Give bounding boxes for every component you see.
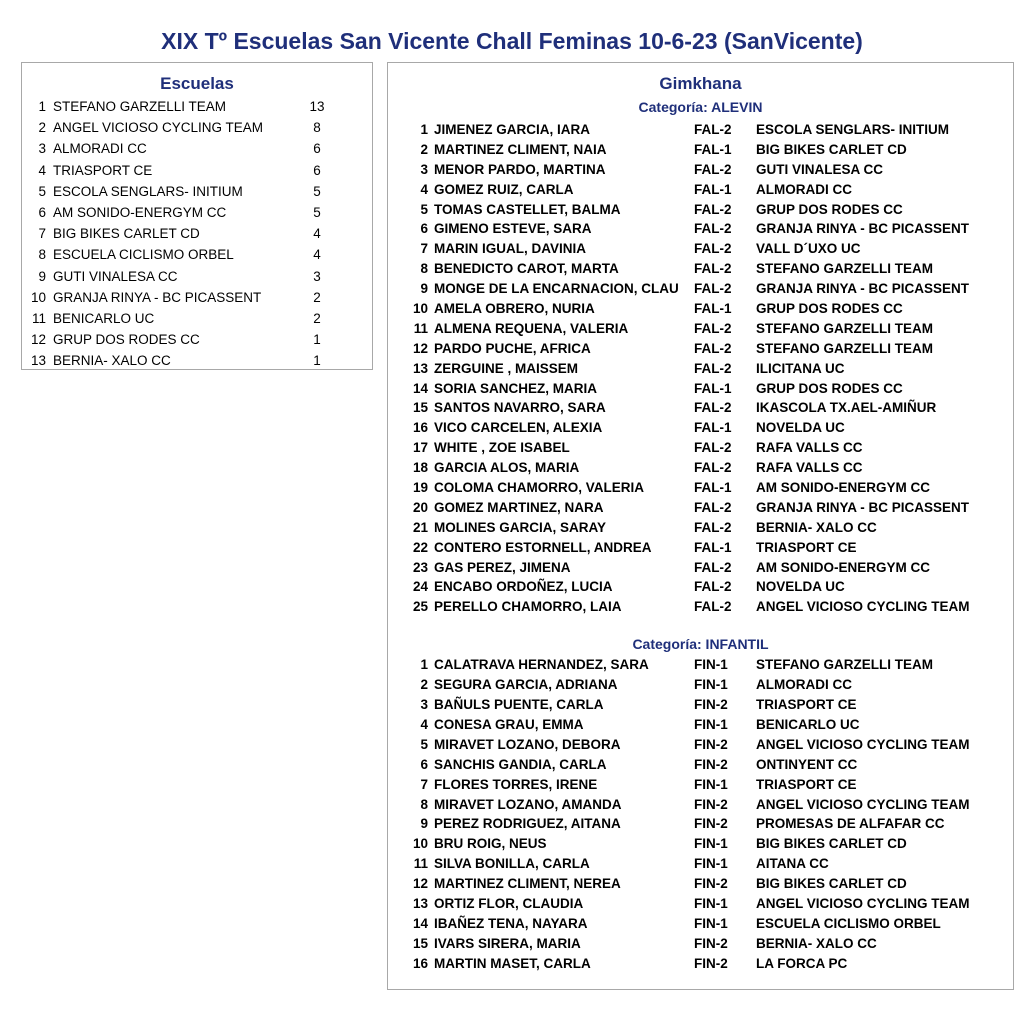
rider-name: MOLINES GARCIA, SARAY <box>434 519 607 535</box>
rider-name: TOMAS CASTELLET, BALMA <box>434 201 621 217</box>
rider-name: GIMENO ESTEVE, SARA <box>434 221 592 237</box>
rider-category: FIN-2 <box>694 697 728 713</box>
rider-club: LA FORCA PC <box>756 955 848 971</box>
rider-category: FAL-1 <box>694 301 732 317</box>
school-position: 1 <box>38 99 46 114</box>
rider-position: 20 <box>412 499 428 515</box>
rider-club: STEFANO GARZELLI TEAM <box>756 657 933 673</box>
school-position: 10 <box>30 289 46 305</box>
rider-position: 21 <box>412 519 428 535</box>
rider-club: TRIASPORT CE <box>756 697 857 713</box>
rider-name: ALMENA REQUENA, VALERIA <box>434 320 629 336</box>
rider-category: FAL-1 <box>694 181 732 197</box>
rider-name: JIMENEZ GARCIA, IARA <box>434 122 591 137</box>
school-position: 7 <box>38 226 46 242</box>
rider-position: 5 <box>420 201 428 217</box>
rider-position: 4 <box>420 181 428 197</box>
rider-name: SANTOS NAVARRO, SARA <box>434 400 606 416</box>
rider-category: FAL-2 <box>694 440 732 456</box>
school-points: 4 <box>313 247 321 263</box>
result-row <box>388 518 1013 538</box>
school-name: BENICARLO UC <box>53 310 155 326</box>
rider-category: FAL-2 <box>694 320 732 336</box>
result-row <box>388 597 1013 617</box>
rider-category: FAL-2 <box>694 281 732 297</box>
school-row <box>22 202 372 223</box>
rider-club: GRUP DOS RODES CC <box>756 301 903 317</box>
rider-club: IKASCOLA TX.AEL-AMIÑUR <box>756 400 937 416</box>
school-row <box>22 329 372 350</box>
school-name: ALMORADI CC <box>53 141 147 157</box>
school-name: GRANJA RINYA - BC PICASSENT <box>53 289 262 305</box>
school-name: AM SONIDO-ENERGYM CC <box>53 204 227 220</box>
rider-club: ESCOLA SENGLARS- INITIUM <box>756 122 950 137</box>
rider-category: FIN-1 <box>694 657 728 673</box>
rider-name: IBAÑEZ TENA, NAYARA <box>434 915 588 931</box>
rider-category: FIN-1 <box>694 895 728 911</box>
rider-position: 1 <box>420 657 428 673</box>
rider-category: FIN-2 <box>694 736 728 752</box>
result-row <box>388 954 1013 974</box>
rider-position: 5 <box>420 736 428 752</box>
rider-category: FAL-2 <box>694 599 732 615</box>
rider-club: AM SONIDO-ENERGYM CC <box>756 480 931 496</box>
school-row <box>22 160 372 181</box>
rider-position: 6 <box>420 756 428 772</box>
school-position: 5 <box>38 183 46 199</box>
rider-position: 15 <box>412 400 428 416</box>
result-row <box>388 675 1013 695</box>
rider-name: VICO CARCELEN, ALEXIA <box>434 420 603 436</box>
school-name: GRUP DOS RODES CC <box>53 332 200 348</box>
rider-name: WHITE , ZOE ISABEL <box>434 440 570 456</box>
rider-name: SORIA SANCHEZ, MARIA <box>434 380 598 396</box>
result-row <box>388 418 1013 438</box>
result-row <box>388 438 1013 458</box>
school-name: BIG BIKES CARLET CD <box>53 226 200 242</box>
rider-position: 12 <box>412 876 428 892</box>
rider-position: 16 <box>412 955 428 971</box>
rider-category: FIN-2 <box>694 756 728 772</box>
school-row <box>22 138 372 159</box>
rider-category: FIN-1 <box>694 776 728 792</box>
rider-position: 19 <box>412 480 428 496</box>
rider-category: FAL-2 <box>694 499 732 515</box>
rider-position: 11 <box>413 320 428 336</box>
rider-club: TRIASPORT CE <box>756 539 857 555</box>
rider-position: 8 <box>420 261 428 277</box>
rider-name: MARTINEZ CLIMENT, NAIA <box>434 141 607 157</box>
result-row <box>388 299 1013 319</box>
school-position: 6 <box>38 204 46 220</box>
rider-club: AM SONIDO-ENERGYM CC <box>756 559 931 575</box>
school-points: 8 <box>313 120 321 136</box>
rider-position: 8 <box>420 796 428 812</box>
result-row <box>388 140 1013 160</box>
rider-category: FAL-1 <box>694 539 732 555</box>
rider-position: 14 <box>412 380 428 396</box>
school-points: 6 <box>313 141 321 157</box>
rider-name: SILVA BONILLA, CARLA <box>434 856 590 872</box>
rider-name: SANCHIS GANDIA, CARLA <box>434 756 607 772</box>
result-row <box>388 339 1013 359</box>
alevin-results-list <box>388 120 1013 617</box>
school-position: 9 <box>38 268 46 284</box>
result-row <box>388 735 1013 755</box>
rider-name: MONGE DE LA ENCARNACION, CLAU <box>434 281 679 297</box>
result-row <box>388 478 1013 498</box>
result-row <box>388 834 1013 854</box>
school-name: ESCUELA CICLISMO ORBEL <box>53 247 234 263</box>
school-points: 3 <box>313 268 321 284</box>
result-row <box>388 914 1013 934</box>
rider-club: STEFANO GARZELLI TEAM <box>756 261 933 277</box>
result-row <box>388 854 1013 874</box>
rider-name: ORTIZ FLOR, CLAUDIA <box>434 895 584 911</box>
school-points: 13 <box>309 99 325 114</box>
infantil-results-list <box>388 655 1013 973</box>
school-row <box>22 244 372 265</box>
rider-category: FAL-2 <box>694 261 732 277</box>
rider-position: 4 <box>420 716 428 732</box>
school-points: 2 <box>313 310 321 326</box>
rider-name: ENCABO ORDOÑEZ, LUCIA <box>434 579 613 595</box>
rider-category: FAL-1 <box>694 380 732 396</box>
rider-position: 23 <box>412 559 428 575</box>
school-position: 13 <box>30 353 46 369</box>
rider-name: PERELLO CHAMORRO, LAIA <box>434 599 622 615</box>
rider-position: 10 <box>412 836 428 852</box>
school-name: ANGEL VICIOSO CYCLING TEAM <box>53 120 264 136</box>
rider-club: NOVELDA UC <box>756 579 845 595</box>
school-points: 1 <box>313 332 321 348</box>
rider-category: FAL-2 <box>694 460 732 476</box>
result-row <box>388 695 1013 715</box>
rider-name: GAS PEREZ, JIMENA <box>434 559 571 575</box>
rider-category: FAL-2 <box>694 201 732 217</box>
result-row <box>388 795 1013 815</box>
category-title-alevin: Categoría: ALEVIN <box>638 99 763 115</box>
category-title-infantil: Categoría: INFANTIL <box>632 636 769 653</box>
school-position: 11 <box>31 310 46 326</box>
school-position: 12 <box>30 332 46 348</box>
rider-name: BRU ROIG, NEUS <box>434 836 547 852</box>
rider-name: GOMEZ MARTINEZ, NARA <box>434 499 604 515</box>
rider-club: NOVELDA UC <box>756 420 845 436</box>
rider-club: RAFA VALLS CC <box>756 460 863 476</box>
rider-category: FIN-1 <box>694 915 728 931</box>
school-row <box>22 287 372 308</box>
result-row <box>388 934 1013 954</box>
rider-name: GARCIA ALOS, MARIA <box>434 460 580 476</box>
rider-position: 16 <box>412 420 428 436</box>
rider-club: STEFANO GARZELLI TEAM <box>756 320 933 336</box>
rider-club: BENICARLO UC <box>756 716 860 732</box>
rider-name: MENOR PARDO, MARTINA <box>434 161 606 177</box>
school-name: TRIASPORT CE <box>53 162 153 178</box>
rider-position: 25 <box>412 599 428 615</box>
rider-name: PEREZ RODRIGUEZ, AITANA <box>434 816 621 832</box>
school-position: 8 <box>38 247 46 263</box>
result-row <box>388 239 1013 259</box>
rider-position: 1 <box>420 122 428 137</box>
rider-club: GUTI VINALESA CC <box>756 161 884 177</box>
rider-name: IVARS SIRERA, MARIA <box>434 935 581 951</box>
rider-club: ALMORADI CC <box>756 181 852 197</box>
school-row <box>22 350 372 371</box>
rider-name: SEGURA GARCIA, ADRIANA <box>434 677 618 693</box>
rider-category: FIN-2 <box>694 876 728 892</box>
rider-position: 18 <box>412 460 428 476</box>
rider-name: BAÑULS PUENTE, CARLA <box>434 697 604 713</box>
rider-club: ONTINYENT CC <box>756 756 858 772</box>
rider-name: MARIN IGUAL, DAVINIA <box>434 241 586 257</box>
rider-position: 9 <box>420 281 428 297</box>
rider-club: ANGEL VICIOSO CYCLING TEAM <box>756 736 970 752</box>
rider-name: FLORES TORRES, IRENE <box>434 776 598 792</box>
rider-position: 13 <box>412 360 428 376</box>
school-name: GUTI VINALESA CC <box>53 268 178 284</box>
result-row <box>388 655 1013 675</box>
rider-name: MARTIN MASET, CARLA <box>434 955 591 971</box>
rider-position: 11 <box>413 856 428 872</box>
rider-club: RAFA VALLS CC <box>756 440 863 456</box>
school-row <box>22 308 372 329</box>
schools-title: Escuelas <box>160 74 234 93</box>
rider-club: BERNIA- XALO CC <box>756 519 877 535</box>
rider-club: BIG BIKES CARLET CD <box>756 836 907 852</box>
rider-club: ANGEL VICIOSO CYCLING TEAM <box>756 796 970 812</box>
rider-name: COLOMA CHAMORRO, VALERIA <box>434 480 644 496</box>
schools-panel <box>21 62 373 370</box>
gimkhana-title: Gimkhana <box>659 74 742 93</box>
rider-club: AITANA CC <box>756 856 829 872</box>
result-row <box>388 874 1013 894</box>
rider-category: FIN-1 <box>694 836 728 852</box>
rider-position: 17 <box>412 440 428 456</box>
result-row <box>388 755 1013 775</box>
rider-name: MIRAVET LOZANO, DEBORA <box>434 736 621 752</box>
rider-position: 7 <box>420 241 428 257</box>
result-row <box>388 359 1013 379</box>
rider-club: VALL D´UXO UC <box>756 241 861 257</box>
result-row <box>388 715 1013 735</box>
school-row <box>22 223 372 244</box>
school-name: ESCOLA SENGLARS- INITIUM <box>53 183 243 199</box>
rider-category: FAL-2 <box>694 360 732 376</box>
rider-club: GRANJA RINYA - BC PICASSENT <box>756 281 970 297</box>
school-position: 3 <box>38 141 46 157</box>
rider-category: FAL-2 <box>694 122 732 137</box>
result-row <box>388 775 1013 795</box>
rider-club: BERNIA- XALO CC <box>756 935 877 951</box>
rider-category: FAL-2 <box>694 241 732 257</box>
rider-position: 7 <box>420 776 428 792</box>
result-row <box>388 498 1013 518</box>
rider-name: MARTINEZ CLIMENT, NEREA <box>434 876 621 892</box>
rider-category: FIN-1 <box>694 716 728 732</box>
rider-category: FIN-2 <box>694 796 728 812</box>
rider-name: AMELA OBRERO, NURIA <box>434 301 595 317</box>
rider-category: FAL-2 <box>694 340 732 356</box>
rider-category: FIN-1 <box>694 856 728 872</box>
rider-club: TRIASPORT CE <box>756 776 857 792</box>
school-points: 4 <box>313 226 321 242</box>
rider-name: PARDO PUCHE, AFRICA <box>434 340 591 356</box>
rider-position: 15 <box>412 935 428 951</box>
rider-category: FIN-1 <box>694 677 728 693</box>
result-row <box>388 398 1013 418</box>
result-row <box>388 219 1013 239</box>
rider-position: 9 <box>420 816 428 832</box>
result-row <box>388 160 1013 180</box>
school-points: 6 <box>313 162 321 178</box>
result-row <box>388 180 1013 200</box>
rider-club: PROMESAS DE ALFAFAR CC <box>756 816 945 832</box>
rider-category: FAL-2 <box>694 579 732 595</box>
result-row <box>388 538 1013 558</box>
school-position: 2 <box>38 120 46 136</box>
rider-position: 10 <box>412 301 428 317</box>
rider-club: GRANJA RINYA - BC PICASSENT <box>756 221 970 237</box>
rider-club: BIG BIKES CARLET CD <box>756 876 907 892</box>
result-row <box>388 319 1013 339</box>
rider-position: 3 <box>420 161 428 177</box>
rider-position: 24 <box>412 579 428 595</box>
school-row <box>22 117 372 138</box>
rider-category: FAL-2 <box>694 400 732 416</box>
school-points: 2 <box>313 289 321 305</box>
rider-category: FAL-1 <box>694 420 732 436</box>
rider-category: FAL-2 <box>694 559 732 575</box>
result-row <box>388 558 1013 578</box>
rider-position: 14 <box>412 915 428 931</box>
rider-club: GRUP DOS RODES CC <box>756 380 903 396</box>
school-row <box>22 266 372 287</box>
rider-position: 22 <box>412 539 428 555</box>
rider-category: FAL-2 <box>694 221 732 237</box>
result-row <box>388 120 1013 140</box>
result-row <box>388 200 1013 220</box>
rider-position: 2 <box>420 677 428 693</box>
gimkhana-panel <box>387 62 1014 990</box>
rider-category: FIN-2 <box>694 816 728 832</box>
result-row <box>388 814 1013 834</box>
page-title: XIX Tº Escuelas San Vicente Chall Feminas 10-6-23 (SanVicente) <box>161 28 863 54</box>
rider-name: MIRAVET LOZANO, AMANDA <box>434 796 622 812</box>
result-row <box>388 894 1013 914</box>
rider-name: BENEDICTO CAROT, MARTA <box>434 261 619 277</box>
rider-position: 2 <box>420 141 428 157</box>
rider-position: 6 <box>420 221 428 237</box>
rider-name: GOMEZ RUIZ, CARLA <box>434 181 574 197</box>
school-row <box>22 181 372 202</box>
rider-category: FIN-2 <box>694 955 728 971</box>
school-points: 5 <box>313 183 321 199</box>
rider-category: FAL-2 <box>694 161 732 177</box>
result-row <box>388 279 1013 299</box>
rider-club: ILICITANA UC <box>756 360 845 376</box>
rider-name: CONTERO ESTORNELL, ANDREA <box>434 539 652 555</box>
rider-name: CONESA GRAU, EMMA <box>434 716 584 732</box>
rider-position: 3 <box>420 697 428 713</box>
school-row <box>22 96 372 117</box>
school-name: STEFANO GARZELLI TEAM <box>53 99 227 114</box>
rider-category: FAL-1 <box>694 480 732 496</box>
rider-club: GRUP DOS RODES CC <box>756 201 903 217</box>
school-points: 1 <box>313 353 321 369</box>
result-row <box>388 577 1013 597</box>
result-row <box>388 259 1013 279</box>
rider-position: 12 <box>412 340 428 356</box>
rider-name: ZERGUINE , MAISSEM <box>434 360 579 376</box>
rider-club: ANGEL VICIOSO CYCLING TEAM <box>756 599 970 615</box>
rider-club: STEFANO GARZELLI TEAM <box>756 340 933 356</box>
rider-club: BIG BIKES CARLET CD <box>756 141 907 157</box>
rider-category: FAL-1 <box>694 141 732 157</box>
school-position: 4 <box>38 162 46 178</box>
school-points: 5 <box>313 204 321 220</box>
rider-club: ANGEL VICIOSO CYCLING TEAM <box>756 895 970 911</box>
rider-club: GRANJA RINYA - BC PICASSENT <box>756 499 970 515</box>
rider-club: ALMORADI CC <box>756 677 852 693</box>
rider-name: CALATRAVA HERNANDEZ, SARA <box>434 657 649 673</box>
rider-category: FIN-2 <box>694 935 728 951</box>
rider-position: 13 <box>412 895 428 911</box>
rider-club: ESCUELA CICLISMO ORBEL <box>756 915 941 931</box>
school-name: BERNIA- XALO CC <box>53 353 171 369</box>
result-row <box>388 458 1013 478</box>
schools-list <box>22 96 372 371</box>
rider-category: FAL-2 <box>694 519 732 535</box>
result-row <box>388 379 1013 399</box>
